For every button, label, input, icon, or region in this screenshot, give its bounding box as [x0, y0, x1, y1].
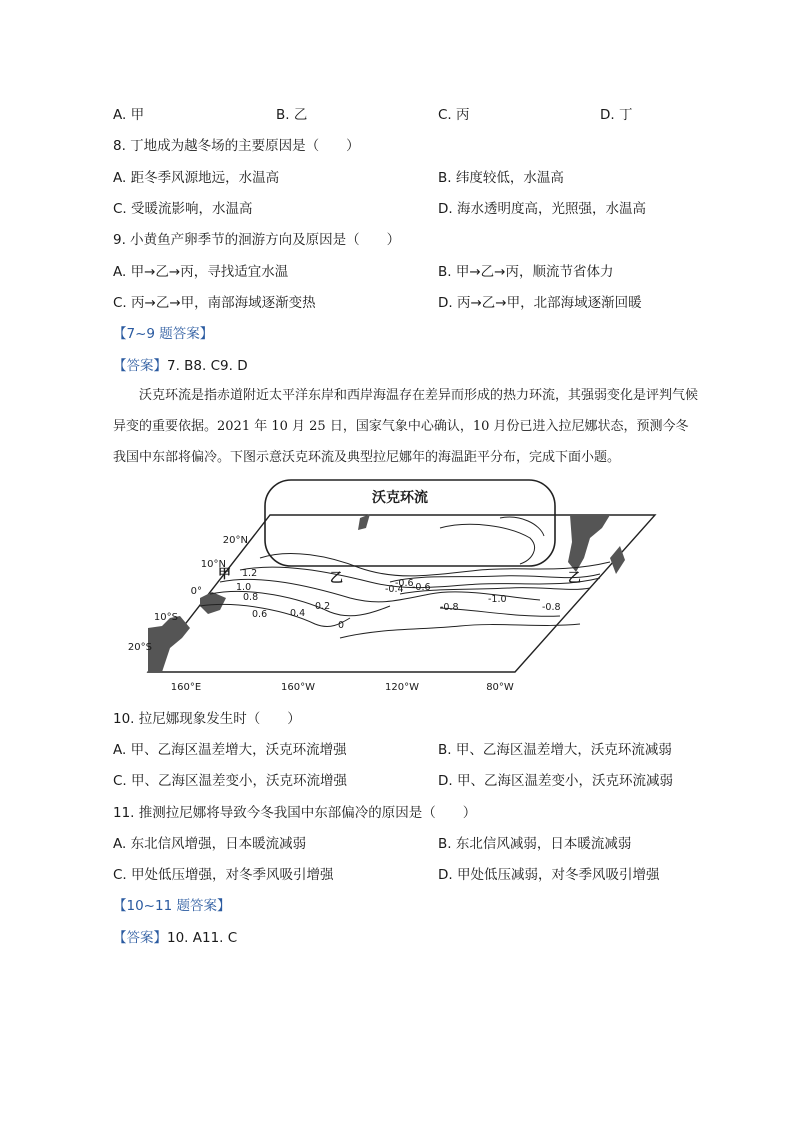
q10-option-a: A. 甲、乙海区温差增大，沃克环流增强	[113, 742, 347, 758]
contour-label: -0.6	[412, 582, 431, 593]
q7-option-b: B. 乙	[276, 107, 308, 123]
q9-option-b: B. 甲→乙→丙，顺流节省体力	[438, 264, 614, 280]
q8-option-c: C. 受暖流影响，水温高	[113, 201, 253, 217]
lat-label: 0°	[190, 586, 202, 597]
answer-7-9	[113, 354, 248, 374]
q11-option-b: B. 东北信风减弱，日本暖流减弱	[438, 836, 632, 852]
answer-label: 【答案】	[113, 930, 167, 946]
q7-option-a: A. 甲	[113, 107, 145, 123]
q11-option-c: C. 甲处低压增强，对冬季风吸引增强	[113, 867, 334, 883]
q10-option-c: C. 甲、乙海区温差变小，沃克环流增强	[113, 773, 348, 789]
lat-label: 10°N	[200, 559, 226, 570]
q11-option-a: A. 东北信风增强，日本暖流减弱	[113, 836, 307, 852]
lon-label: 160°E	[170, 682, 202, 693]
answer-10-11	[113, 926, 237, 946]
contour-label: -0.6	[395, 578, 414, 589]
figure-title: 沃克环流	[372, 490, 428, 506]
answer-text: 10. A11. C	[167, 930, 238, 946]
contour-label: 1.0	[236, 582, 252, 593]
contour-label: 0.2	[315, 601, 331, 612]
q10-option-b: B. 甲、乙海区温差增大，沃克环流减弱	[438, 742, 672, 758]
q9-stem: 9. 小黄鱼产卵季节的洄游方向及原因是（ ）	[113, 232, 401, 248]
contour-label: 0.8	[243, 592, 259, 603]
lon-label: 160°W	[281, 682, 315, 693]
contour-label: 0.4	[290, 608, 306, 619]
lat-label: 10°S	[153, 612, 178, 623]
q8-option-a: A. 距冬季风源地远，水温高	[113, 170, 280, 186]
contour-label: -0.4	[385, 584, 404, 595]
lat-label: 20°N	[222, 535, 248, 546]
q9-option-d: D. 丙→乙→甲，北部海域逐渐回暖	[438, 295, 642, 311]
q11-stem: 11. 推测拉尼娜将导致今冬我国中东部偏冷的原因是（ ）	[113, 805, 477, 821]
q7-option-d: D. 丁	[600, 107, 633, 123]
q11-option-d: D. 甲处低压减弱，对冬季风吸引增强	[438, 867, 660, 883]
point-jia: 甲	[218, 567, 232, 582]
passage-text: 沃克环流是指赤道附近太平洋东岸和西岸海温存在差异而形成的热力环流，其强弱变化是评判气候异变的重要依据。2021 年 10 月 25 日，国家气象中心确认，10 月份已进入拉尼娜状态，预测今冬我国中东部将偏冷。下图示意沃克环流及典型拉尼娜年的海温距平分布，完成下面小题。	[113, 388, 699, 465]
contour-label: 0.6	[252, 609, 268, 620]
q8-option-b: B. 纬度较低，水温高	[438, 170, 564, 186]
q9-option-c: C. 丙→乙→甲，南部海域逐渐变热	[113, 295, 316, 311]
point-yi: 乙	[568, 571, 582, 586]
q8-stem: 8. 丁地成为越冬场的主要原因是（ ）	[113, 138, 360, 154]
contour-label: 0	[338, 620, 345, 631]
answer-text: 7. B8. C9. D	[167, 358, 248, 374]
contour-label: 1.2	[242, 568, 258, 579]
point-yi: 乙	[330, 571, 344, 586]
contour-label: -0.8	[440, 602, 459, 613]
contour-label: -0.8	[542, 602, 561, 613]
q7-option-c: C. 丙	[438, 107, 470, 123]
answer-label: 【答案】	[113, 358, 167, 374]
lat-label: 20°S	[127, 642, 152, 653]
walker-circulation-figure	[127, 478, 660, 693]
contour-label: -1.0	[488, 594, 507, 605]
lon-label: 120°W	[385, 682, 419, 693]
q10-option-d: D. 甲、乙海区温差变小，沃克环流减弱	[438, 773, 673, 789]
q9-option-a: A. 甲→乙→丙，寻找适宜水温	[113, 264, 289, 280]
lon-label: 80°W	[486, 682, 514, 693]
sst-anomaly-map	[127, 478, 660, 693]
q8-option-d: D. 海水透明度高，光照强，水温高	[438, 201, 646, 217]
passage	[113, 380, 699, 473]
answer-heading-10-11: 【10~11 题答案】	[113, 898, 231, 914]
q10-stem: 10. 拉尼娜现象发生时（ ）	[113, 711, 301, 727]
answer-heading-7-9: 【7~9 题答案】	[113, 326, 214, 342]
